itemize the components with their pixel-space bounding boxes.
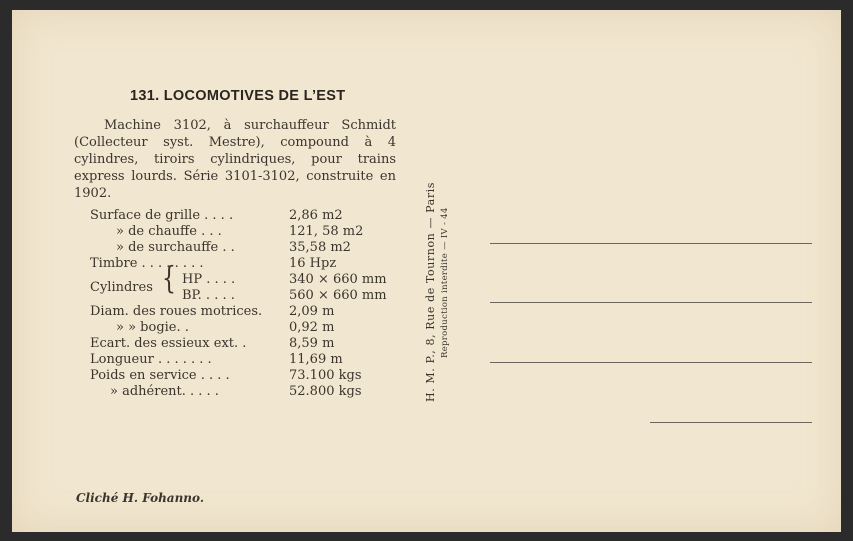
spec-label: BP. . . . . (182, 288, 235, 303)
card-description: Machine 3102, à surchauffeur Schmidt (Collecteur syst. Mestre), compound à 4 cylindres, tiroirs cylindriques, pour trains express lourds. Série 3101-3102, construite en 1902. (74, 118, 396, 201)
brace-glyph: { (162, 262, 176, 297)
spec-label: Longueur . . . . . . . (90, 352, 212, 367)
spec-label: Diam. des roues motrices. (90, 304, 263, 319)
spec-value: 8,59 m (289, 336, 335, 351)
spec-value: 73.100 kgs (289, 368, 362, 383)
spec-label: Timbre . . . . . . . . (90, 256, 204, 271)
publisher-line: H. M. P., 8, Rue de Tournon — Paris (424, 181, 437, 402)
spec-label: HP . . . . (182, 272, 236, 287)
spec-value: 16 Hpz (289, 256, 337, 271)
spec-value: 121, 58 m2 (289, 224, 364, 239)
publisher-imprint (424, 182, 450, 402)
spec-value: 2,86 m2 (289, 208, 343, 223)
spec-value: 0,92 m (289, 320, 335, 335)
spec-value: 560 × 660 mm (289, 288, 387, 303)
spec-label: Poids en service . . . . (90, 368, 230, 383)
spec-label: Ecart. des essieux ext. . (90, 336, 247, 351)
spec-label: » » bogie. . (116, 320, 189, 335)
reproduction-line: Reproduction interdite — IV - 44 (440, 207, 450, 358)
address-line (490, 302, 812, 303)
address-line (490, 243, 812, 244)
cylinder-brace (90, 262, 180, 302)
spec-label: Surface de grille . . . . (90, 208, 234, 223)
card-title: 131. LOCOMOTIVES DE L’EST (130, 88, 346, 104)
spec-label: » de surchauffe . . (116, 240, 235, 255)
spec-value: 11,69 m (289, 352, 343, 367)
postcard (12, 10, 841, 532)
spec-value: 340 × 660 mm (289, 272, 387, 287)
address-line (650, 422, 812, 423)
spec-label: » de chauffe . . . (116, 224, 222, 239)
address-line (490, 362, 812, 363)
spec-value: 2,09 m (289, 304, 335, 319)
spec-label: Cylindres (90, 280, 153, 295)
spec-label: » adhérent. . . . . (110, 384, 219, 399)
spec-value: 52.800 kgs (289, 384, 362, 399)
spec-value: 35,58 m2 (289, 240, 351, 255)
photo-credit: Cliché H. Fohanno. (76, 491, 204, 505)
